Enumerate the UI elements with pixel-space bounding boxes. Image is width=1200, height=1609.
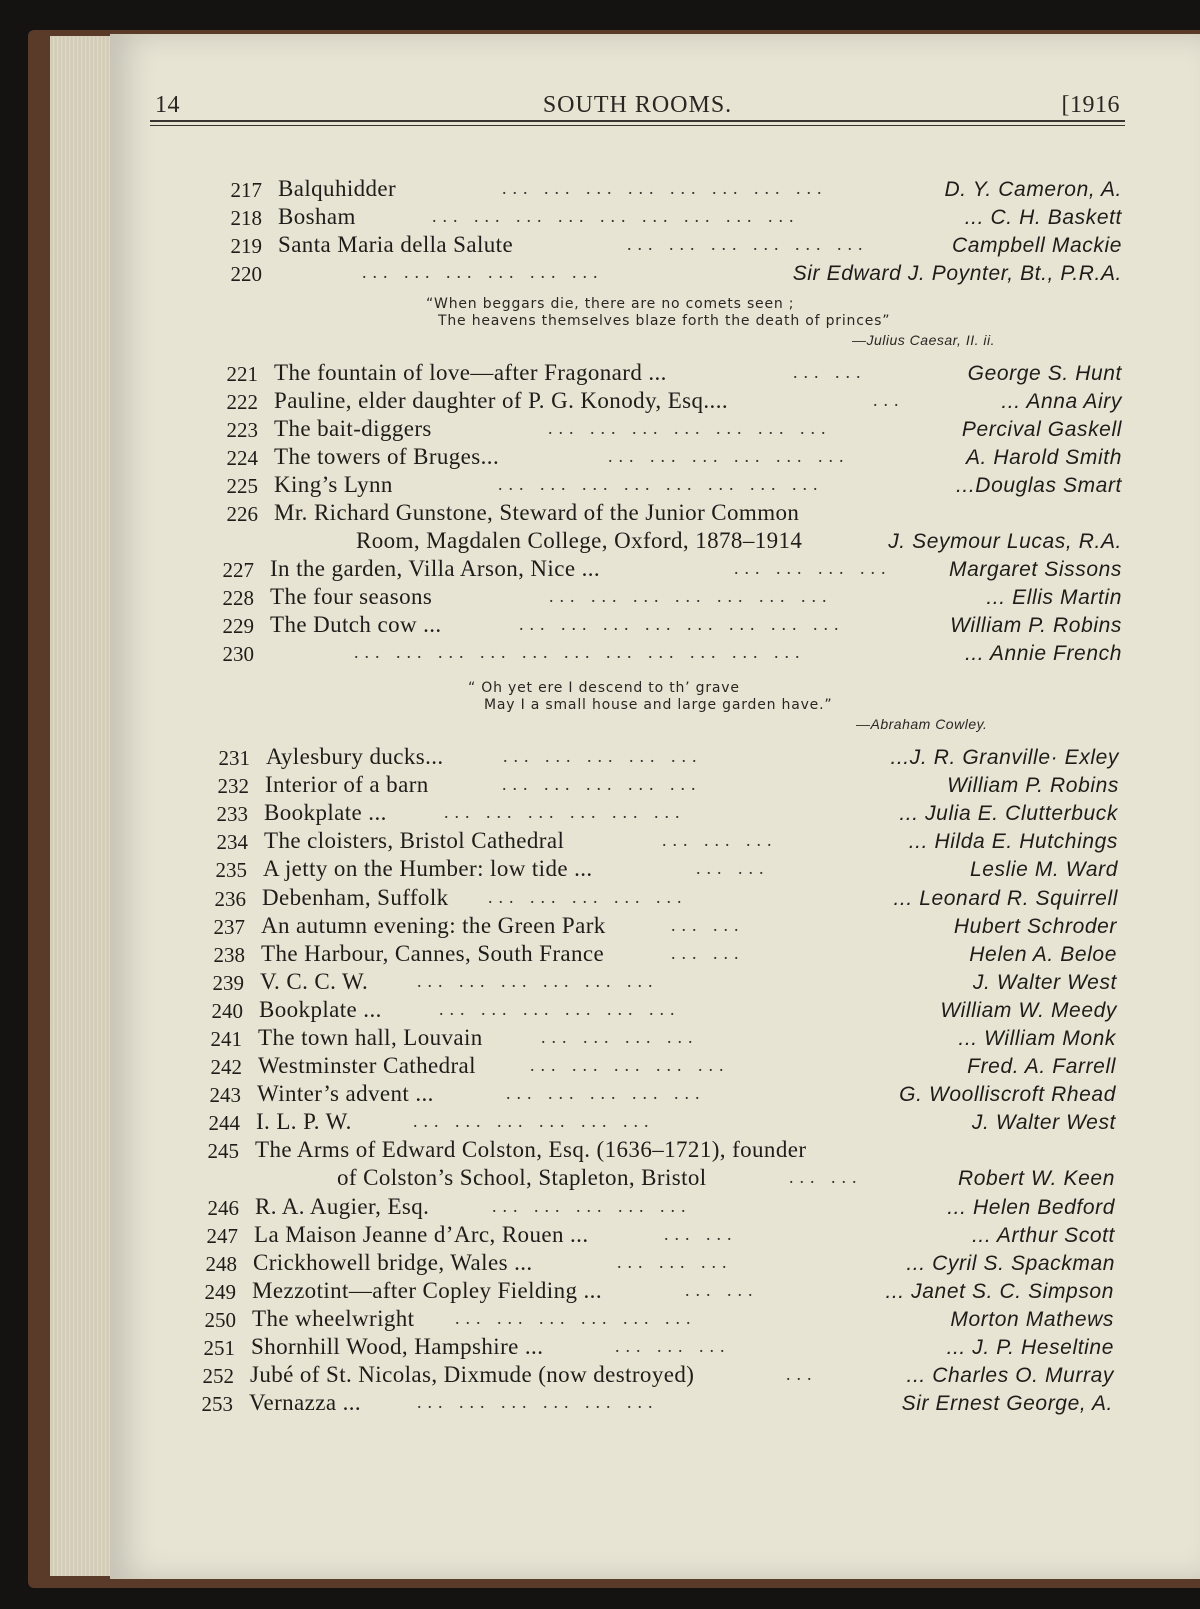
catalogue-entry [209, 774, 1119, 802]
entry-title: The town hall, Louvain [258, 1025, 483, 1050]
quotation-attribution: —Julius Caesar, II. ii. [852, 332, 995, 348]
catalogue-entry [218, 474, 1122, 502]
catalogue-entry [218, 418, 1122, 446]
leader-dots: ... ... ... ... ... ... ... ... ... [432, 206, 800, 226]
leader-dots: ... [873, 390, 905, 410]
entry-artist: ... Cyril S. Spackman [906, 1252, 1115, 1275]
entry-title: Bosham [278, 204, 356, 229]
entry-title: The Dutch cow ... [270, 612, 442, 637]
entry-number: 235 [215, 858, 247, 882]
entry-artist: ... Ellis Martin [986, 586, 1122, 609]
entry-artist: William P. Robins [947, 774, 1119, 797]
catalogue-entry [199, 1139, 1115, 1195]
year-marker: [1916 [1061, 92, 1120, 118]
entry-artist: Robert W. Keen [957, 1167, 1115, 1190]
entry-number: 230 [222, 642, 254, 666]
catalogue-entry [196, 1308, 1114, 1336]
entry-number: 246 [207, 1196, 239, 1220]
entry-title-continued: Room, Magdalen College, Oxford, 1878–1914 [356, 528, 803, 553]
entry-number: 237 [213, 915, 245, 939]
entry-number: 234 [216, 830, 248, 854]
leader-dots: ... ... ... [662, 830, 778, 850]
catalogue-entry [205, 943, 1117, 971]
entry-number: 232 [217, 774, 249, 798]
entry-number: 233 [216, 802, 248, 826]
catalogue-entry [202, 1055, 1116, 1083]
leader-dots: ... ... [789, 1167, 863, 1187]
catalogue-entry [214, 558, 1122, 586]
entry-artist: ... Anna Airy [1001, 390, 1122, 413]
catalogue-entry [202, 1027, 1116, 1055]
leader-dots: ... ... ... ... ... [503, 746, 703, 766]
entry-number: 247 [206, 1224, 238, 1248]
entry-artist: ... C. H. Baskett [964, 206, 1122, 229]
entry-title: Bookplate ... [259, 997, 382, 1022]
entry-title: Mezzotint—after Copley Fielding ... [252, 1278, 602, 1303]
entry-artist: Leslie M. Ward [969, 858, 1118, 881]
entry-title: Santa Maria della Salute [278, 232, 514, 257]
entry-title: King’s Lynn [274, 472, 393, 497]
entry-number: 253 [201, 1392, 233, 1416]
entry-artist: ... J. P. Heseltine [946, 1336, 1114, 1359]
entry-number: 222 [226, 390, 258, 414]
catalogue-entry [208, 802, 1118, 830]
entry-title: The cloisters, Bristol Cathedral [264, 828, 565, 853]
entry-title: Bookplate ... [264, 800, 387, 825]
entry-number: 220 [230, 262, 262, 286]
leader-dots: ... ... ... ... ... ... ... [549, 586, 833, 606]
entry-number: 245 [207, 1139, 239, 1163]
entry-number: 243 [209, 1083, 241, 1107]
leader-dots: ... [786, 1364, 818, 1384]
entry-artist: Morton Mathews [950, 1308, 1114, 1331]
entry-number: 221 [226, 362, 258, 386]
catalogue-entry [218, 390, 1122, 418]
leader-dots: ... ... ... [617, 1252, 733, 1272]
entry-title: Mr. Richard Gunstone, Steward of the Junior Common [274, 500, 800, 525]
entry-title: I. L. P. W. [256, 1109, 352, 1134]
leader-dots: ... ... ... ... ... ... ... [548, 418, 832, 438]
leader-dots: ... ... ... ... ... ... ... ... [519, 614, 845, 634]
leader-dots: ... ... [685, 1280, 759, 1300]
entry-number: 240 [211, 999, 243, 1023]
entry-artist: J. Walter West [972, 971, 1117, 994]
entry-artist: Sir Ernest George, A. [901, 1392, 1113, 1415]
catalogue-entry [196, 1280, 1114, 1308]
leader-dots: ... ... ... ... ... ... [417, 1392, 659, 1412]
catalogue-entry [193, 1392, 1113, 1420]
catalogue-entry [222, 234, 1122, 262]
header-rule [150, 120, 1125, 122]
leader-dots: ... ... [671, 915, 745, 935]
page-title: SOUTH ROOMS. [542, 92, 733, 118]
entry-artist: Percival Gaskell [961, 418, 1122, 441]
entry-artist: G. Woolliscroft Rhead [899, 1083, 1116, 1106]
entry-artist: ...J. R. Granville· Exley [890, 746, 1119, 769]
entry-number: 219 [230, 234, 262, 258]
entry-title: In the garden, Villa Arson, Nice ... [270, 556, 601, 581]
catalogue-entry [218, 502, 1122, 558]
entry-number: 236 [214, 887, 246, 911]
leader-dots: ... ... [696, 858, 770, 878]
leader-dots: ... ... ... ... [734, 558, 892, 578]
entry-title: V. C. C. W. [260, 969, 369, 994]
entry-title: Interior of a barn [265, 772, 429, 797]
entry-number: 244 [208, 1111, 240, 1135]
catalogue-entry [203, 999, 1117, 1027]
catalogue-entry [204, 971, 1117, 999]
entry-number: 249 [204, 1280, 236, 1304]
entry-artist: Hubert Schroder [953, 915, 1117, 938]
entry-title: Jubé of St. Nicolas, Dixmude (now destroyed) [250, 1362, 695, 1387]
catalogue-entry [214, 642, 1122, 670]
leader-dots: ... ... ... ... ... [502, 774, 702, 794]
entry-artist: Fred. A. Farrell [967, 1055, 1116, 1078]
entry-title: An autumn evening: the Green Park [261, 913, 606, 938]
catalogue-entry [222, 262, 1122, 290]
entry-title: The bait-diggers [274, 416, 432, 441]
entry-number: 248 [205, 1252, 237, 1276]
leader-dots: ... ... ... ... ... ... [362, 262, 604, 282]
entry-number: 250 [204, 1308, 236, 1332]
entry-number: 218 [230, 206, 262, 230]
entry-number: 223 [226, 418, 258, 442]
entry-number: 239 [212, 971, 244, 995]
catalogue-entry [210, 746, 1119, 774]
leader-dots: ... ... ... [615, 1336, 731, 1356]
leader-dots: ... ... [793, 362, 867, 382]
catalogue-entry [194, 1364, 1114, 1392]
entry-title: The Arms of Edward Colston, Esq. (1636–1721), founder [255, 1137, 807, 1162]
leader-dots: ... ... ... ... [541, 1027, 699, 1047]
leader-dots: ... ... ... ... ... [530, 1055, 730, 1075]
entry-title: Balquhidder [278, 176, 397, 201]
catalogue-entry [199, 1196, 1115, 1224]
entry-number: 217 [230, 178, 262, 202]
catalogue-entry [206, 887, 1118, 915]
entry-artist: J. Seymour Lucas, R.A. [888, 530, 1122, 553]
quotation-line: “ Oh yet ere I descend to th’ grave [468, 680, 740, 696]
entry-title: The towers of Bruges... [274, 444, 500, 469]
entry-artist: ... Hilda E. Hutchings [908, 830, 1118, 853]
entry-artist: ... Charles O. Murray [906, 1364, 1114, 1387]
quotation-attribution: —Abraham Cowley. [856, 716, 988, 732]
catalogue-entry [197, 1252, 1115, 1280]
catalogue-entry [208, 830, 1118, 858]
entry-number: 225 [226, 474, 258, 498]
entry-number: 242 [210, 1055, 242, 1079]
catalogue-entry [214, 586, 1122, 614]
catalogue-entry [218, 362, 1122, 390]
entry-title: Vernazza ... [249, 1390, 362, 1415]
entry-number: 224 [226, 446, 258, 470]
entry-artist: ... Arthur Scott [971, 1224, 1115, 1247]
entry-artist: ... Julia E. Clutterbuck [899, 802, 1118, 825]
leader-dots: ... ... ... ... ... [488, 887, 688, 907]
leader-dots: ... ... ... ... ... ... [608, 446, 850, 466]
quotation-line: May I a small house and large garden have.” [484, 697, 833, 713]
leader-dots: ... ... ... ... ... ... [444, 802, 686, 822]
catalogue-entry [222, 206, 1122, 234]
entry-artist: William W. Meedy [940, 999, 1117, 1022]
entry-artist: Helen A. Beloe [969, 943, 1117, 966]
entry-artist: William P. Robins [950, 614, 1122, 637]
entry-artist: ... William Monk [958, 1027, 1116, 1050]
entry-number: 252 [202, 1364, 234, 1388]
entry-title: Winter’s advent ... [257, 1081, 434, 1106]
entry-title: The wheelwright [252, 1306, 415, 1331]
catalogue-entry [198, 1224, 1115, 1252]
page-number: 14 [155, 92, 180, 118]
entry-number: 226 [226, 502, 258, 526]
entry-number: 251 [203, 1336, 235, 1360]
entry-title-continued: of Colston’s School, Stapleton, Bristol [337, 1165, 707, 1190]
leader-dots: ... ... ... ... ... ... [439, 999, 681, 1019]
catalogue-entry [205, 915, 1117, 943]
entry-number: 231 [218, 746, 250, 770]
entry-artist: ...Douglas Smart [956, 474, 1122, 497]
entry-artist: ... Helen Bedford [947, 1196, 1115, 1219]
entry-artist: Sir Edward J. Poynter, Bt., P.R.A. [792, 262, 1122, 285]
catalogue-entry [218, 446, 1122, 474]
entry-title: Westminster Cathedral [258, 1053, 476, 1078]
entry-artist: ... Janet S. C. Simpson [885, 1280, 1114, 1303]
leader-dots: ... ... ... ... ... ... [417, 971, 659, 991]
catalogue-entry [195, 1336, 1114, 1364]
entry-artist: ... Annie French [964, 642, 1122, 665]
entry-title: The four seasons [270, 584, 433, 609]
leader-dots: ... ... [671, 943, 745, 963]
leader-dots: ... ... ... ... ... ... [413, 1111, 655, 1131]
entry-artist: ... Leonard R. Squirrell [893, 887, 1118, 910]
leader-dots: ... ... ... ... ... ... [627, 234, 869, 254]
header-rule-thin [150, 125, 1125, 126]
leader-dots: ... ... ... ... ... [492, 1196, 692, 1216]
entry-title: Pauline, elder daughter of P. G. Konody, Esq.... [274, 388, 728, 413]
leader-dots: ... ... ... ... ... ... ... ... ... ... ... [354, 642, 806, 662]
entry-number: 227 [222, 558, 254, 582]
leader-dots: ... ... ... ... ... ... ... ... [498, 474, 824, 494]
entry-title: Shornhill Wood, Hampshire ... [251, 1334, 544, 1359]
entry-title: The Harbour, Cannes, South France [261, 941, 605, 966]
entry-number: 238 [213, 943, 245, 967]
leader-dots: ... ... ... ... ... ... ... ... [502, 178, 828, 198]
entry-title: Crickhowell bridge, Wales ... [253, 1250, 533, 1275]
entry-artist: Margaret Sissons [949, 558, 1122, 581]
entry-artist: George S. Hunt [967, 362, 1122, 385]
leader-dots: ... ... ... ... ... ... [455, 1308, 697, 1328]
entry-artist: A. Harold Smith [965, 446, 1122, 469]
quotation-line: The heavens themselves blaze forth the death of princes” [438, 313, 891, 329]
catalogue-entry [207, 858, 1118, 886]
entry-title: R. A. Augier, Esq. [255, 1194, 430, 1219]
entry-title: La Maison Jeanne d’Arc, Rouen ... [254, 1222, 589, 1247]
quotation-line: “When beggars die, there are no comets seen ; [426, 296, 795, 312]
catalogue-entry [222, 178, 1122, 206]
entry-title: The fountain of love—after Fragonard ... [274, 360, 667, 385]
entry-title: A jetty on the Humber: low tide ... [263, 856, 593, 881]
entry-number: 241 [210, 1027, 242, 1051]
catalogue-entry [201, 1083, 1116, 1111]
entry-artist: D. Y. Cameron, A. [944, 178, 1122, 201]
entry-title: Aylesbury ducks... [266, 744, 444, 769]
entry-artist: J. Walter West [971, 1111, 1116, 1134]
leader-dots: ... ... ... ... ... [506, 1083, 706, 1103]
entry-number: 229 [222, 614, 254, 638]
entry-title: Debenham, Suffolk [262, 885, 449, 910]
catalogue-entry [200, 1111, 1116, 1139]
leader-dots: ... ... [664, 1224, 738, 1244]
entry-number: 228 [222, 586, 254, 610]
entry-artist: Campbell Mackie [951, 234, 1122, 257]
catalogue-entry [214, 614, 1122, 642]
